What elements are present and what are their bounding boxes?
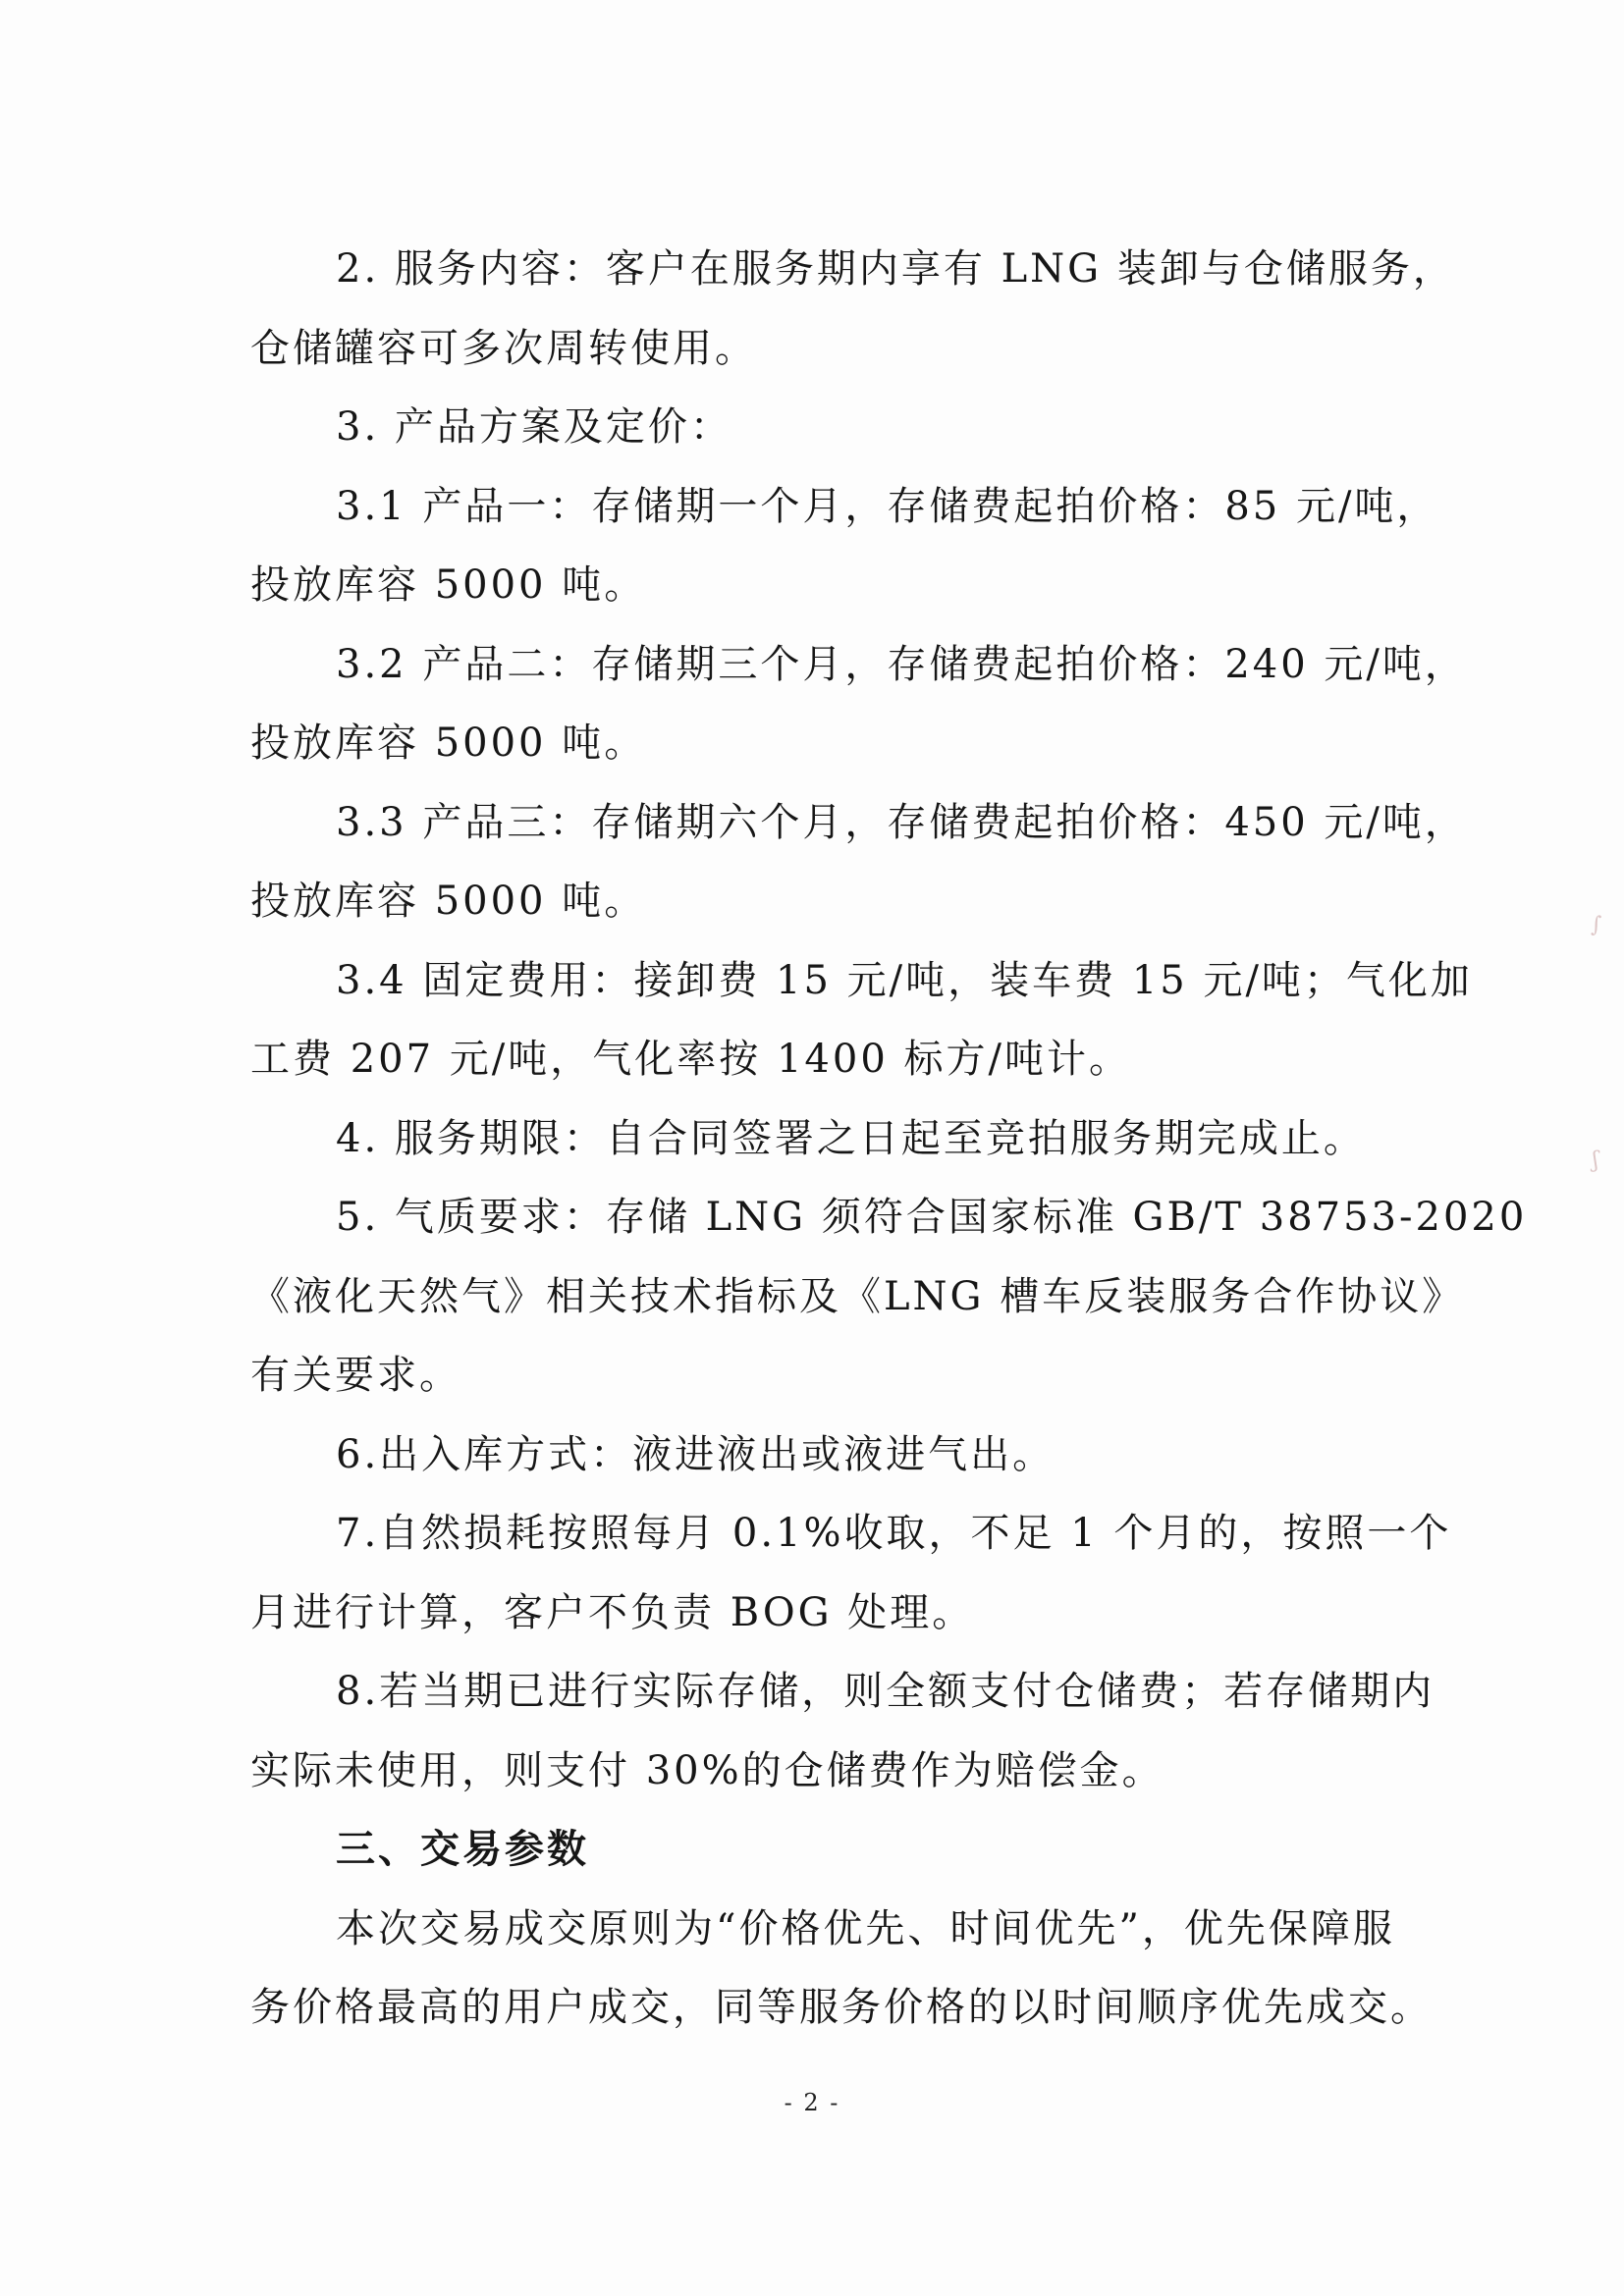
- text-line: 3.4 固定费用：接卸费 15 元/吨，装车费 15 元/吨；气化加: [336, 957, 1473, 1003]
- text-line: 3.2 产品二：存储期三个月，存储费起拍价格：240 元/吨，: [336, 641, 1467, 687]
- document-body: [250, 230, 1528, 2048]
- text-line: 《液化天然气》相关技术指标及《LNG 槽车反装服务合作协议》: [250, 1273, 1465, 1319]
- text-line: 务价格最高的用户成交，同等服务价格的以时间顺序优先成交。: [250, 1985, 1433, 2030]
- page-number: - 2 -: [784, 2089, 840, 2116]
- text-line: 7.自然损耗按照每月 0.1%收取，不足 1 个月的，按照一个: [336, 1511, 1452, 1556]
- text-line: 仓储罐容可多次周转使用。: [250, 325, 757, 371]
- section-heading: 三、交易参数: [336, 1827, 589, 1872]
- text-line: 4. 服务期限：自合同签署之日起至竞拍服务期完成止。: [336, 1115, 1366, 1161]
- text-line: 投放库容 5000 吨。: [250, 721, 647, 766]
- text-line: 6.出入库方式：液进液出或液进气出。: [336, 1431, 1056, 1477]
- text-line: 工费 207 元/吨，气化率按 1400 标方/吨计。: [250, 1037, 1131, 1082]
- scan-artifact: ʃ: [1593, 1148, 1598, 1173]
- text-line: 8.若当期已进行实际存储，则全额支付仓储费；若存储期内: [336, 1669, 1435, 1714]
- text-line: 月进行计算，客户不负责 BOG 处理。: [250, 1589, 975, 1635]
- text-line: 实际未使用，则支付 30%的仓储费作为赔偿金。: [250, 1747, 1164, 1793]
- text-line: 投放库容 5000 吨。: [250, 879, 647, 924]
- text-line: 本次交易成交原则为“价格优先、时间优先”，优先保障服: [336, 1905, 1395, 1951]
- text-line: 2. 服务内容：客户在服务期内享有 LNG 装卸与仓储服务，: [336, 246, 1455, 292]
- text-line: 3. 产品方案及定价：: [336, 404, 732, 450]
- text-line: 5. 气质要求：存储 LNG 须符合国家标准 GB/T 38753-2020: [336, 1195, 1528, 1240]
- text-line: 有关要求。: [250, 1353, 461, 1398]
- scan-artifact: ∫: [1591, 913, 1602, 937]
- text-line: 3.3 产品三：存储期六个月，存储费起拍价格：450 元/吨，: [336, 799, 1467, 845]
- text-line: 3.1 产品一：存储期一个月，存储费起拍价格：85 元/吨，: [336, 483, 1439, 529]
- text-line: 投放库容 5000 吨。: [250, 562, 647, 608]
